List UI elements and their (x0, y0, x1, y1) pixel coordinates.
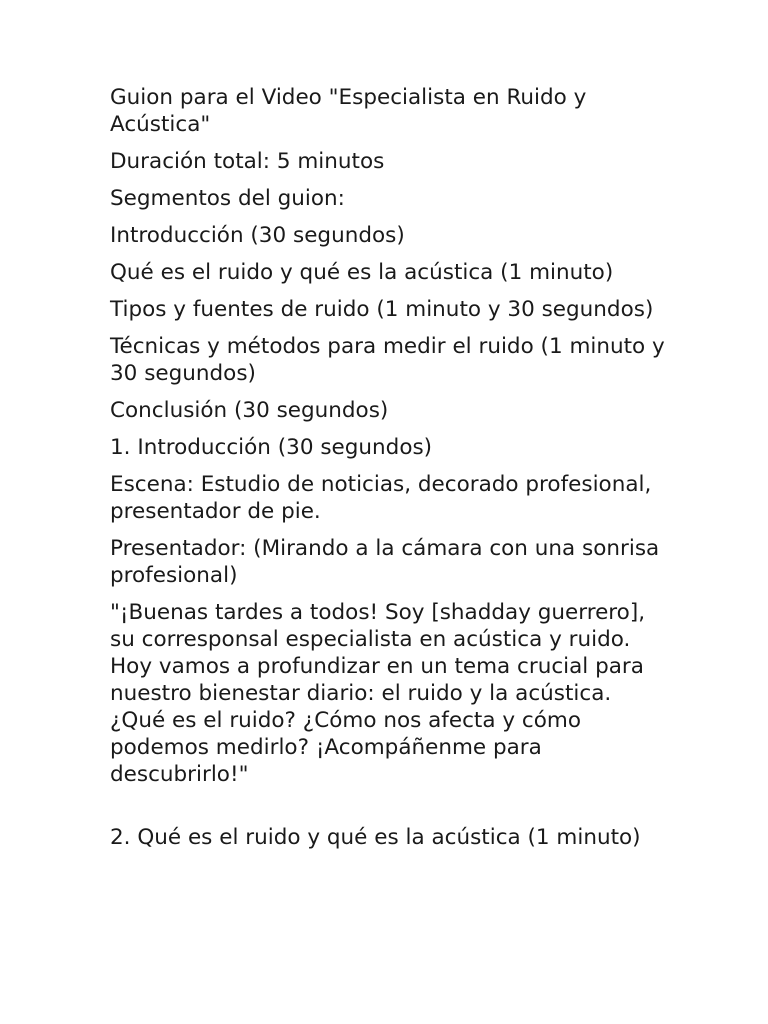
segment-item: Tipos y fuentes de ruido (1 minuto y 30 segundos) (110, 297, 654, 322)
scene-description: Escena: Estudio de noticias, decorado profesional, presentador de pie. (110, 472, 652, 524)
segment-item: Introducción (30 segundos) (110, 223, 405, 248)
presenter-direction: Presentador: (Mirando a la cámara con una sonrisa profesional) (110, 536, 660, 588)
segment-item: Qué es el ruido y qué es la acústica (1 minuto) (110, 260, 614, 285)
segments-heading: Segmentos del guion: (110, 186, 345, 211)
section-heading: 2. Qué es el ruido y qué es la acústica (1 minuto) (110, 825, 641, 850)
document-title: Guion para el Video "Especialista en Ruido y Acústica" (110, 85, 587, 137)
section-heading: 1. Introducción (30 segundos) (110, 435, 433, 460)
segment-item: Conclusión (30 segundos) (110, 398, 389, 423)
total-duration: Duración total: 5 minutos (110, 149, 385, 174)
segment-item: Técnicas y métodos para medir el ruido (1 minuto y 30 segundos) (110, 334, 665, 386)
document-body (110, 84, 670, 861)
presenter-dialogue: "¡Buenas tardes a todos! Soy [shadday guerrero], su corresponsal especialista en acústica y ruido. Hoy vamos a profundizar en un tema crucial para nuestro bienestar diario: el ruido y la acústica. ¿Qué es el ruido? ¿Cómo nos afecta y cómo podemos medirlo? ¡Acompáñenme para descubrirlo!" (110, 600, 646, 787)
